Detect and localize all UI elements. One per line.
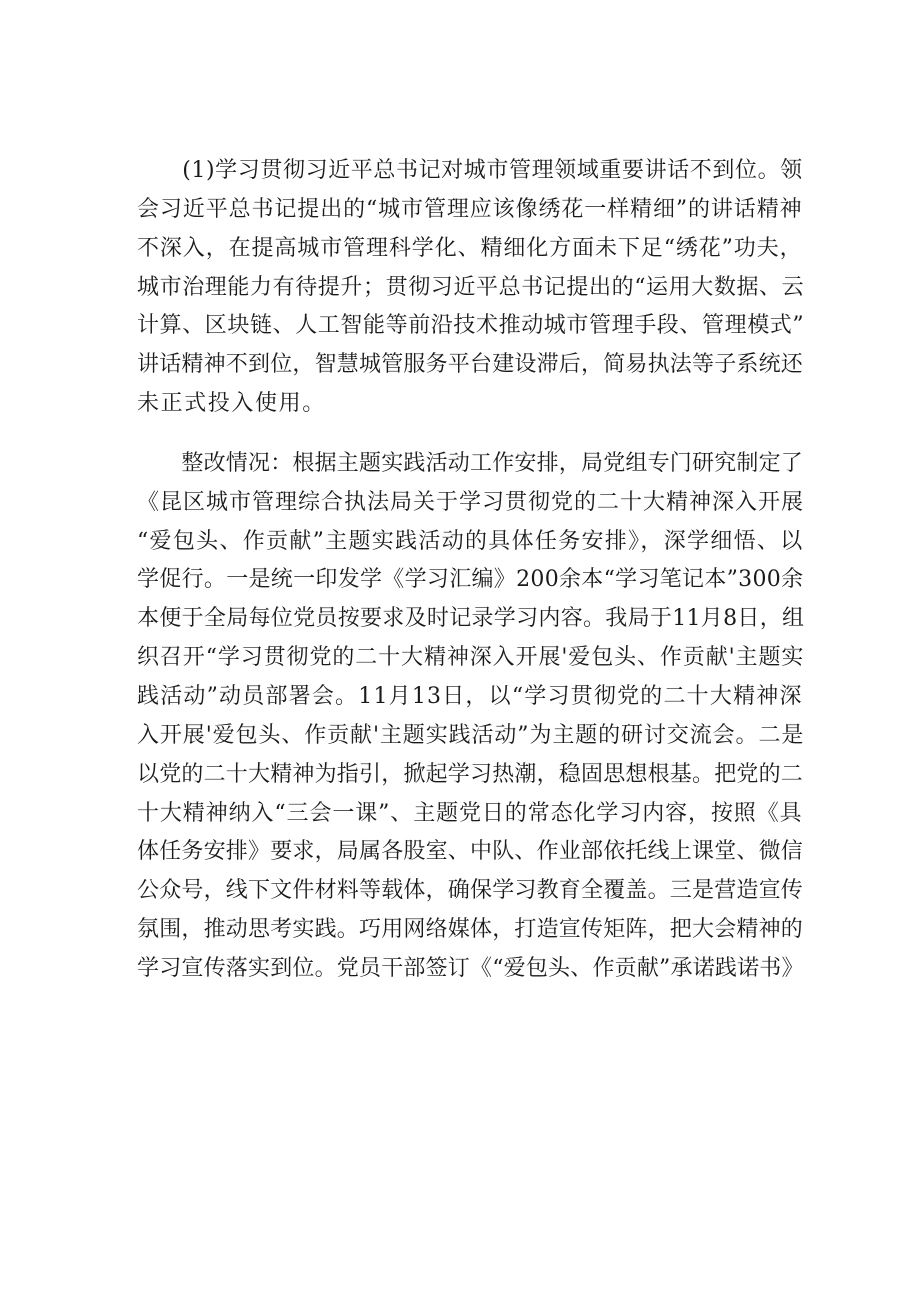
document-body — [137, 152, 805, 989]
text-line: “爱包头、作贡献”主题实践活动的具体任务安排》，深学细悟、以 — [137, 528, 804, 554]
text-line: 讲话精神不到位，智慧城管服务平台建设滞后，简易执法等子系统还 — [137, 352, 804, 378]
text-line: 学促行。一是统一印发学《学习汇编》200余本“学习笔记本”300余 — [137, 567, 804, 593]
text-line: (1)学习贯彻习近平总书记对城市管理领域重要讲话不到位。领 — [137, 158, 803, 183]
text-line: 体任务安排》要求，局属各股室、中队、作业部依托线上课堂、微信 — [137, 839, 804, 865]
text-line: 本便于全局每位党员按要求及时记录学习内容。我局于11月8日，组 — [137, 606, 805, 632]
text-line: 不深入，在提高城市管理科学化、精细化方面未下足“绣花”功夫， — [137, 235, 803, 261]
text-line: 十大精神纳入“三会一课”、主题党日的常态化学习内容，按照《具 — [137, 800, 803, 826]
paragraph-2 — [137, 445, 805, 989]
text-line: 会习近平总书记提出的“城市管理应该像绣花一样精细”的讲话精神 — [137, 196, 803, 222]
text-line: 城市治理能力有待提升；贯彻习近平总书记提出的“运用大数据、云 — [137, 274, 805, 300]
text-line: 氛围，推动思考实践。巧用网络媒体，打造宣传矩阵，把大会精神的 — [137, 917, 804, 943]
text-line: 践活动”动员部署会。11月13日，以“学习贯彻党的二十大精神深 — [137, 683, 803, 709]
text-line: 以党的二十大精神为指引，掀起学习热潮，稳固思想根基。把党的二 — [137, 761, 804, 787]
text-line: 入开展'爱包头、作贡献'主题实践活动”为主题的研讨交流会。二是 — [137, 722, 805, 748]
text-line: 计算、区块链、人工智能等前沿技术推动城市管理手段、管理模式” — [137, 313, 805, 339]
text-line: 整改情况：根据主题实践活动工作安排，局党组专门研究制定了 — [137, 450, 804, 476]
text-line: 公众号，线下文件材料等载体，确保学习教育全覆盖。三是营造宣传 — [137, 878, 804, 904]
paragraph-1 — [137, 152, 805, 424]
text-line: 学习宣传落实到位。党员干部签订《“爱包头、作贡献”承诺践诺书》 — [137, 955, 804, 981]
text-line: 未正式投入使用。 — [137, 391, 326, 417]
text-line: 织召开“学习贯彻党的二十大精神深入开展'爱包头、作贡献'主题实 — [137, 645, 805, 671]
paragraph-spacer — [137, 424, 805, 445]
text-line: 《昆区城市管理综合执法局关于学习贯彻党的二十大精神深入开展 — [137, 489, 805, 515]
